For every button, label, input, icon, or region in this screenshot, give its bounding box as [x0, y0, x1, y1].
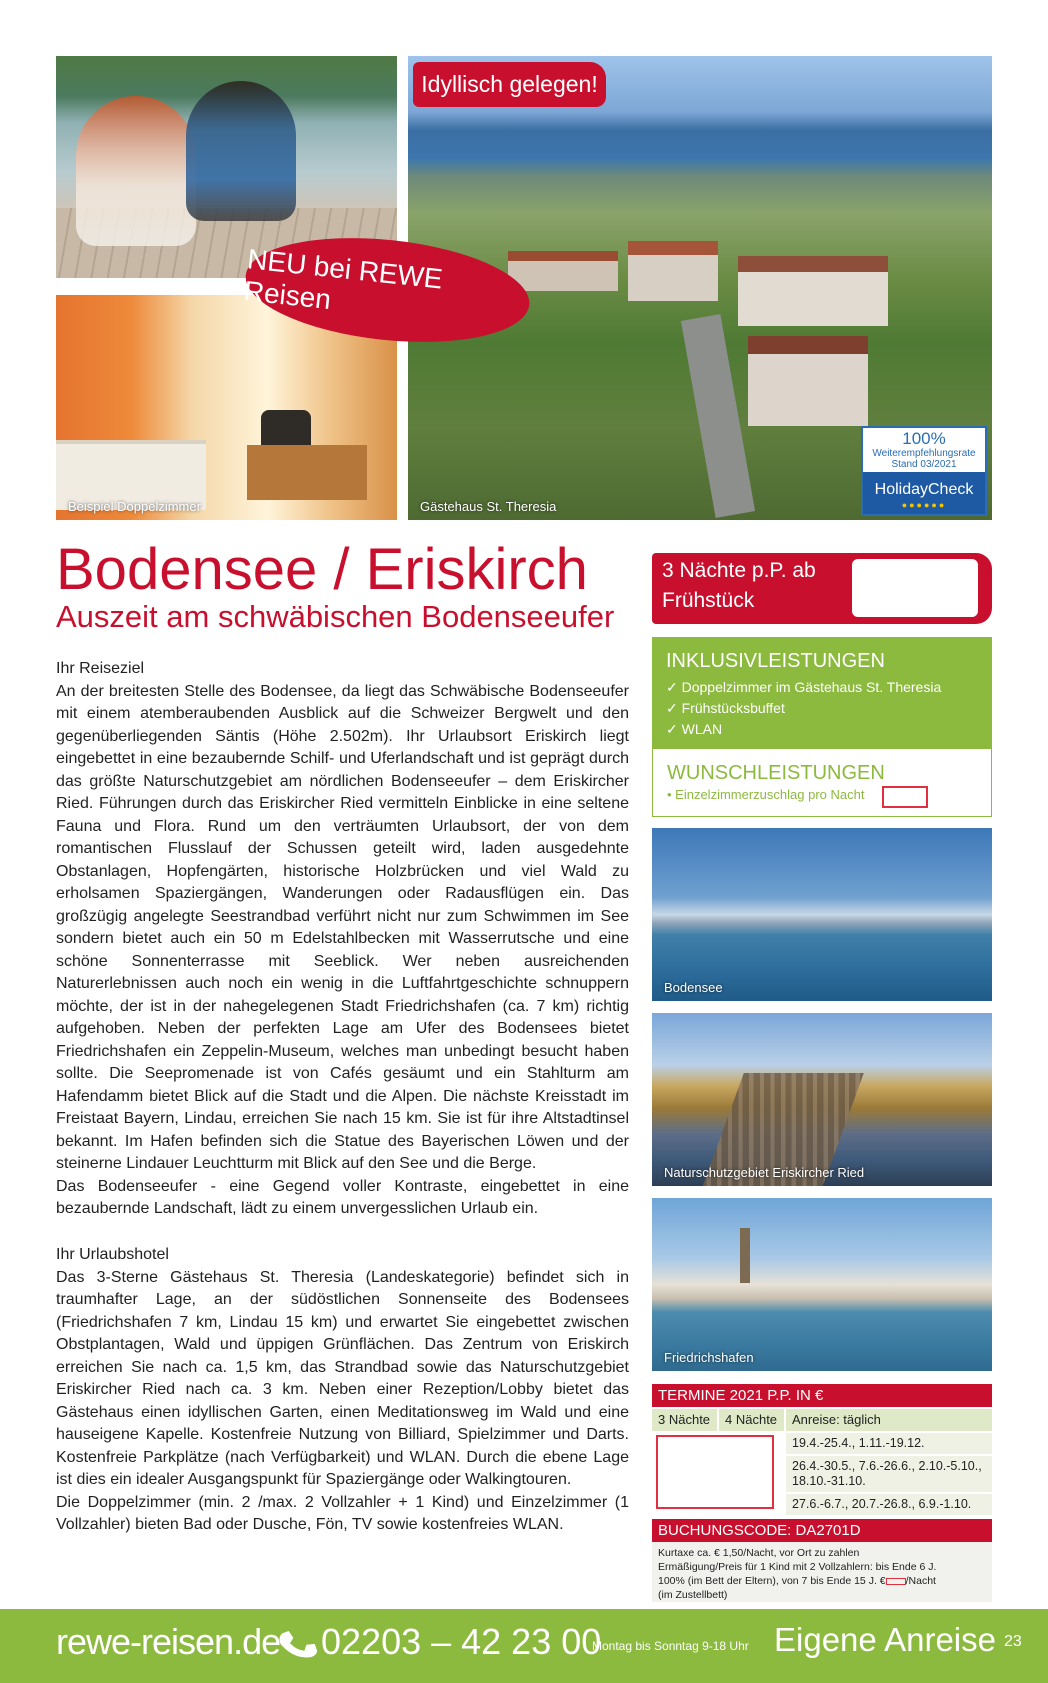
table-row: 19.4.-25.4., 1.11.-19.12. [786, 1431, 992, 1454]
optional-item: • Einzelzimmerzuschlag pro Nacht [667, 787, 865, 802]
holidaycheck-rate-label: Weiterempfehlungsrate [872, 448, 976, 459]
holidaycheck-percent: 100% [902, 429, 946, 448]
included-item: ✓ WLAN [666, 721, 723, 737]
photo-nature-reserve [652, 1013, 992, 1186]
holidaycheck-date: Stand 03/2021 [891, 459, 957, 470]
photo-caption-guesthouse: Gästehaus St. Theresia [420, 499, 557, 514]
holidaycheck-brand: HolidayCheck [874, 481, 974, 498]
footnote-child-price-text: 100% (im Bett der Eltern), von 7 bis Ende 15 J. € [658, 1575, 886, 1587]
included-item: ✓ Frühstücksbuffet [666, 700, 785, 716]
included-item: ✓ Doppelzimmer im Gästehaus St. Theresia [666, 679, 942, 695]
website-link[interactable]: rewe-reisen.de [56, 1621, 281, 1662]
footnote-tourist-tax: Kurtaxe ca. € 1,50/Nacht, vor Ort zu zahlen [658, 1547, 860, 1559]
price-label-board: Frühstück [662, 589, 755, 612]
dates-price-table [652, 1384, 992, 1602]
table-row: 26.4.-30.5., 7.6.-26.6., 2.10.-5.10., 18.10.-31.10. [786, 1454, 992, 1492]
ribbon-idyllic: Idyllisch gelegen! [413, 62, 606, 107]
photo-friedrichshafen [652, 1198, 992, 1371]
prices-placeholder [656, 1435, 774, 1509]
phone-number[interactable]: 02203 – 42 23 00 [321, 1621, 602, 1662]
photo-lake-constance [652, 828, 992, 1001]
section-paragraph: An der breitesten Stelle des Bodensee, da liegt das Schwäbische Bodenseeufer mit einem atemberaubenden Ausblick auf die Schweizer Bergwelt und den gegenüberliegenden Säntis (Höhe 2.502m). Ihr Urlaubsort Eriskirch liegt eingebettet in eine bezaubernde Schilf- und Uferlandschaft und ist geprägt durch das größte Naturschutzgebiet am nördlichen Bodenseeufer – dem Eriskircher Ried. Führungen durch das Eriskircher Ried vermitteln Einblicke in eine seltene Fauna und Flora. Rund um den verträumten Urlaubsort, der von dem romantischen Flusslauf der Schussen geteilt wird, laden ausgedehnte Obstanlagen, Hopfengärten, historische Holzbrücken und viel Wald zu erholsamen Spaziergängen, Wanderungen oder Radausflügen ein. Das großzügig angelegte Seestrandbad verführt nicht nur zum Schwimmen im See sondern bietet auch ein 50 m Edelstahlbecken mit Wasserrutsche und eine schöne Sonnenterrasse mit Seeblick. Wer neben ausreichenden Naturerlebnissen auch noch ein wenig in die Luftfahrtgeschichte schnuppern möchte, der ist in der nahegelegenen Stadt Friedrichshafen (ca. 7 km) richtig aufgehoben. Neben der perfekten Lage am Ufer des Bodensees bietet Friedrichshafen ein Zeppelin-Museum, welches man unbedingt besucht haben sollte. Die Seepromenade ist von Cafés gesäumt und ein Stahlturm am Hafendamm bietet Blick auf die Stadt und die Alpen. Die nächste Kreisstadt im Freistaat Bayern, Lindau, erreichen Sie nach 15 km. Sie ist für ihre Altstadtinsel bekannt. Im Hafen befinden sich die Statue des Bayerischen Löwen und der steinerne Lindauer Leuchtturm mit Blick auf den See und die Berge. [56, 682, 629, 1172]
booking-code: BUCHUNGSCODE: DA2701D [652, 1519, 992, 1542]
section-destination [56, 658, 629, 1221]
column-arrival: Anreise: täglich [792, 1412, 881, 1427]
section-heading: Ihr Urlaubshotel [56, 1246, 169, 1263]
table-footnotes [652, 1542, 992, 1602]
footnote-extra-bed: (im Zustellbett) [658, 1589, 728, 1601]
page-title: Bodensee / Eriskirch [56, 537, 588, 602]
church-tower-graphic [740, 1228, 750, 1283]
phone-hours: Montag bis Sonntag 9-18 Uhr [592, 1639, 749, 1653]
included-services [652, 637, 992, 749]
price-label-nights: 3 Nächte p.P. ab [662, 559, 816, 582]
man-figure [186, 81, 296, 221]
holidaycheck-badge [861, 426, 987, 516]
page-number: 23 [1004, 1633, 1022, 1650]
section-heading: Ihr Reiseziel [56, 660, 145, 677]
phone-icon [277, 1625, 317, 1665]
building-graphic [748, 336, 868, 426]
holidaycheck-sun-dots: ●●●●●● [901, 500, 947, 510]
photo-caption-room: Beispiel Doppelzimmer [68, 499, 201, 514]
column-3-nights: 3 Nächte [652, 1409, 719, 1431]
section-paragraph: Das Bodenseeufer - eine Gegend voller Kontraste, eingebettet in eine bezaubernde Landschaft, lädt zu einem unvergesslichen Urlaub ein. [56, 1177, 629, 1217]
dates-table-heading: TERMINE 2021 P.P. IN € [652, 1384, 992, 1407]
optional-heading: WUNSCHLEISTUNGEN [667, 762, 885, 784]
travel-type: Eigene Anreise [774, 1621, 996, 1658]
optional-services [652, 749, 992, 817]
price-placeholder [882, 786, 928, 808]
photo-caption-friedrichshafen: Friedrichshafen [664, 1350, 754, 1365]
footer-bar [0, 1609, 1048, 1683]
photo-caption-ried: Naturschutzgebiet Eriskircher Ried [664, 1165, 865, 1180]
section-hotel [56, 1244, 629, 1537]
dates-table-header-row [652, 1409, 992, 1431]
road-graphic [681, 314, 755, 518]
woman-figure [76, 96, 196, 246]
dates-table-body [652, 1431, 992, 1515]
desk-graphic [247, 445, 367, 500]
table-row: 27.6.-6.7., 20.7.-26.8., 6.9.-1.10. [786, 1492, 992, 1515]
included-heading: INKLUSIVLEISTUNGEN [666, 650, 885, 672]
price-placeholder [886, 1578, 906, 1585]
section-paragraph: Die Doppelzimmer (min. 2 /max. 2 Vollzahler + 1 Kind) und Einzelzimmer (1 Vollzahler) bieten Bad oder Dusche, Fön, TV sowie kostenfreies WLAN. [56, 1493, 629, 1533]
footnote-per-night: /Nacht [905, 1575, 936, 1587]
photo-caption-bodensee: Bodensee [664, 980, 723, 995]
footnote-child-price [658, 1574, 986, 1588]
footnote-child-discount: Ermäßigung/Preis für 1 Kind mit 2 Vollzahlern: bis Ende 6 J. [658, 1561, 937, 1573]
price-box [652, 553, 992, 624]
section-paragraph: Das 3-Sterne Gästehaus St. Theresia (Landeskategorie) befindet sich in traumhafter Lage, an der südöstlichen Sonnenseite des Bodensees (Friedrichshafen 7 km, Lindau 15 km) und erwartet Sie eingebettet zwischen Obstplantagen, Wald und üppigen Grünflächen. Das Zentrum von Eriskirch erreichen Sie nach ca. 1,5 km, das Strandbad sowie das Naturschutzgebiet Eriskircher Ried nach ca. 3 km. Neben einer Rezeption/Lobby bietet das Gästehaus einen idyllischen Garten, einen Meditationsweg im Wald und eine hauseigene Kapelle. Kostenfreie Nutzung von Billiard, Spielzimmer und Darts. Kostenfreie Parkplätze (nach Verfügbarkeit) und WLAN. Durch die ebene Lage ist dies ein idealer Ausgangspunkt für Spaziergänge oder Walkingtouren. [56, 1268, 629, 1488]
ribbon-new-label: NEU bei REWE Reisen [242, 243, 445, 316]
price-value-placeholder [852, 559, 978, 617]
building-graphic [628, 241, 718, 301]
building-graphic [738, 256, 888, 326]
column-4-nights: 4 Nächte [719, 1409, 786, 1431]
page-subtitle: Auszeit am schwäbischen Bodenseeufer [56, 599, 615, 634]
